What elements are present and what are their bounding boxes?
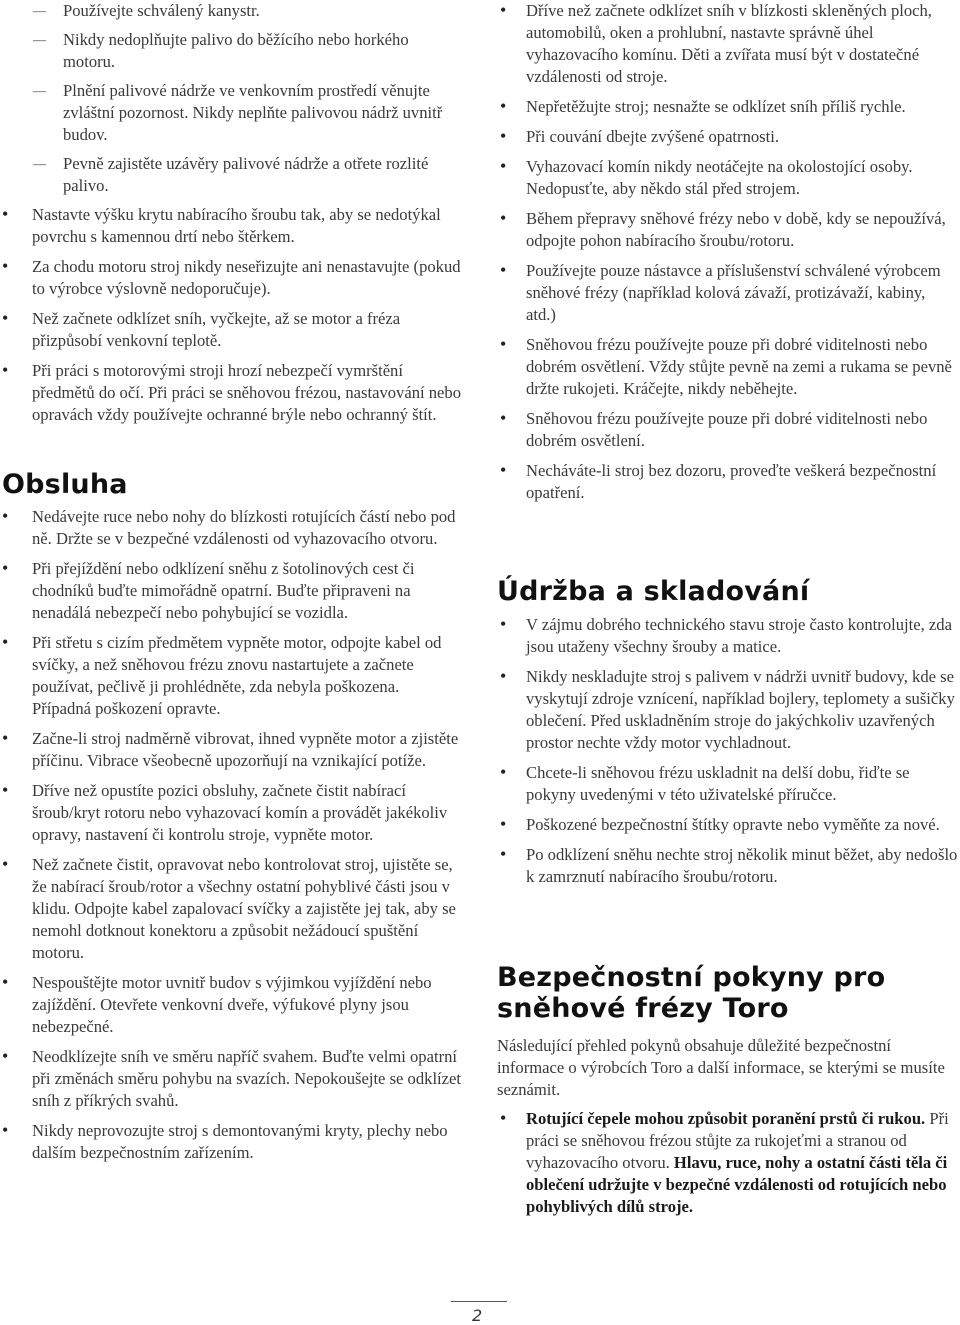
list-item: • Sněhovou frézu používejte pouze při dobré viditelnosti nebo dobrém osvětlení. Vždy stůjte pevně na zemi a rukama se pevně držte rukojeti. Kráčejte, nikdy neběhejte. xyxy=(497,334,959,400)
warning-bold-text-2: Hlavu, ruce, nohy a ostatní části těla či oblečení udržujte v bezpečné vzdálenosti od rotujících nebo pohyblivých dílů stroje. xyxy=(526,1153,948,1216)
warning-bold-text: Rotující čepele mohou způsobit poranění prstů či rukou. xyxy=(526,1109,926,1128)
list-item: • Nikdy neskladujte stroj s palivem v nádrži uvnitř budovy, kde se vyskytují zdroje vznícení, například bojlery, teplomety a sušičky oblečení. Před uskladněním stroje do jakýchkoliv uzavřených prostor nechte vždy motor vychladnout. xyxy=(497,666,959,754)
list-item: • Nikdy neprovozujte stroj s demontovanými kryty, plechy nebo dalším bezpečnostním zařízením. xyxy=(0,1120,462,1164)
list-item: • Než začnete odklízet sníh, vyčkejte, až se motor a fréza přizpůsobí venkovní teplotě. xyxy=(0,308,462,352)
list-item: • Poškozené bezpečnostní štítky opravte nebo vyměňte za nové. xyxy=(497,814,959,836)
list-item: • Než začnete čistit, opravovat nebo kontrolovat stroj, ujistěte se, že nabírací šroub/rotor a všechny ostatní pohyblivé části jsou v klidu. Odpojte kabel zapalovací svíčky a zajistěte jej tak, aby se nemohl dotknout konektoru a způsobit nežádoucí spuštění motoru. xyxy=(0,854,462,964)
list-item: • Dříve než opustíte pozici obsluhy, začnete čistit nabírací šroub/kryt rotoru nebo vyhazovací komín a provádět jakékoliv opravy, nastavení či kontrolu stroje, vypněte motor. xyxy=(0,780,462,846)
list-item: — Pevně zajistěte uzávěry palivové nádrže a otřete rozlité palivo. xyxy=(0,153,462,197)
footer-rule xyxy=(451,1301,507,1302)
section-title-operation: Obsluha xyxy=(2,469,128,500)
list-item: • Vyhazovací komín nikdy neotáčejte na okolostojící osoby. Nedopusťte, aby někdo stál před strojem. xyxy=(497,156,959,200)
list-item: • Nedávejte ruce nebo nohy do blízkosti rotujících částí nebo pod ně. Držte se v bezpečné vzdálenosti od vyhazovacího otvoru. xyxy=(0,506,462,550)
list-item: • Necháváte-li stroj bez dozoru, proveďte veškerá bezpečnostní opatření. xyxy=(497,460,959,504)
operation-list xyxy=(0,506,462,1172)
list-item xyxy=(497,1108,959,1218)
list-item: • Při couvání dbejte zvýšené opatrnosti. xyxy=(497,126,959,148)
list-item: • Za chodu motoru stroj nikdy neseřizujte ani nenastavujte (pokud to výrobce výslovně nedoporučuje). xyxy=(0,256,462,300)
fuel-safety-list xyxy=(0,0,462,434)
list-item: — Nikdy nedoplňujte palivo do běžícího nebo horkého motoru. xyxy=(0,29,462,73)
list-item: • Začne-li stroj nadměrně vibrovat, ihned vypněte motor a zjistěte příčinu. Vibrace všeobecně upozorňují na vznikající potíže. xyxy=(0,728,462,772)
list-item: • Neodklízejte sníh ve směru napříč svahem. Buďte velmi opatrní při změnách směru pohybu na svazích. Nepokoušejte se odklízet sníh z příkrých svahů. xyxy=(0,1046,462,1112)
list-item: — Používejte schválený kanystr. xyxy=(0,0,462,22)
list-item: • Dříve než začnete odklízet sníh v blízkosti skleněných ploch, automobilů, oken a prohlubní, nastavte správně úhel vyhazovacího komínu. Děti a zvířata musí být v dostatečné vzdálenosti od stroje. xyxy=(497,0,959,88)
section-title-maintenance: Údržba a skladování xyxy=(497,576,810,607)
list-item: • Po odklízení sněhu nechte stroj několik minut běžet, aby nedošlo k zamrznutí nabíracího šroubu/rotoru. xyxy=(497,844,959,888)
list-item: • Při střetu s cizím předmětem vypněte motor, odpojte kabel od svíčky, a než sněhovou frézu znovu nastartujete a začnete používat, pečlivě ji prohlédněte, zda nebyla poškozena. Případná poškození opravte. xyxy=(0,632,462,720)
list-item: • Sněhovou frézu používejte pouze při dobré viditelnosti nebo dobrém osvětlení. xyxy=(497,408,959,452)
list-item: • Při práci s motorovými stroji hrozí nebezpečí vymrštění předmětů do očí. Při práci se sněhovou frézou, nastavování nebo opravách vždy používejte ochranné brýle nebo ochranný štít. xyxy=(0,360,462,426)
list-item: • Používejte pouze nástavce a příslušenství schválené výrobcem sněhové frézy (například kolová závaží, protizávaží, kabiny, atd.) xyxy=(497,260,959,326)
list-item: • Během přepravy sněhové frézy nebo v době, kdy se nepoužívá, odpojte pohon nabíracího šroubu/rotoru. xyxy=(497,208,959,252)
list-item: • Chcete-li sněhovou frézu uskladnit na delší dobu, řiďte se pokyny uvedenými v této uživatelské příručce. xyxy=(497,762,959,806)
list-item: • Nepřetěžujte stroj; nesnažte se odklízet sníh příliš rychle. xyxy=(497,96,959,118)
list-item: — Plnění palivové nádrže ve venkovním prostředí věnujte zvláštní pozornost. Nikdy neplňte palivovou nádrž uvnitř budov. xyxy=(0,80,462,146)
operation-list-continued xyxy=(497,0,959,512)
list-item: • Nastavte výšku krytu nabíracího šroubu tak, aby se nedotýkal povrchu s kamennou drtí nebo štěrkem. xyxy=(0,204,462,248)
list-item: • Při přejíždění nebo odklízení sněhu z šotolinových cest či chodníků buďte mimořádně opatrní. Buďte připraveni na nenadálá nebezpečí nebo pohybující se vozidla. xyxy=(0,558,462,624)
list-item: • Nespouštějte motor uvnitř budov s výjimkou vyjíždění nebo zajíždění. Otevřete venkovní dveře, výfukové plyny jsou nebezpečné. xyxy=(0,972,462,1038)
warning-normal-text: Při práci se sněhovou frézou stůjte za rukojeťmi a stranou od vyhazovacího otvoru. xyxy=(526,1109,949,1172)
page-number: 2 xyxy=(472,1306,483,1325)
toro-safety-list xyxy=(497,1108,959,1226)
toro-intro-paragraph: Následující přehled pokynů obsahuje důležité bezpečnostní informace o výrobcích Toro a další informace, se kterými se musíte seznámit. xyxy=(497,1036,945,1099)
section-title-toro-safety: Bezpečnostní pokyny pro sněhové frézy Toro xyxy=(497,962,886,1024)
maintenance-list xyxy=(497,614,959,896)
list-item: • V zájmu dobrého technického stavu stroje často kontrolujte, zda jsou utaženy všechny šrouby a matice. xyxy=(497,614,959,658)
